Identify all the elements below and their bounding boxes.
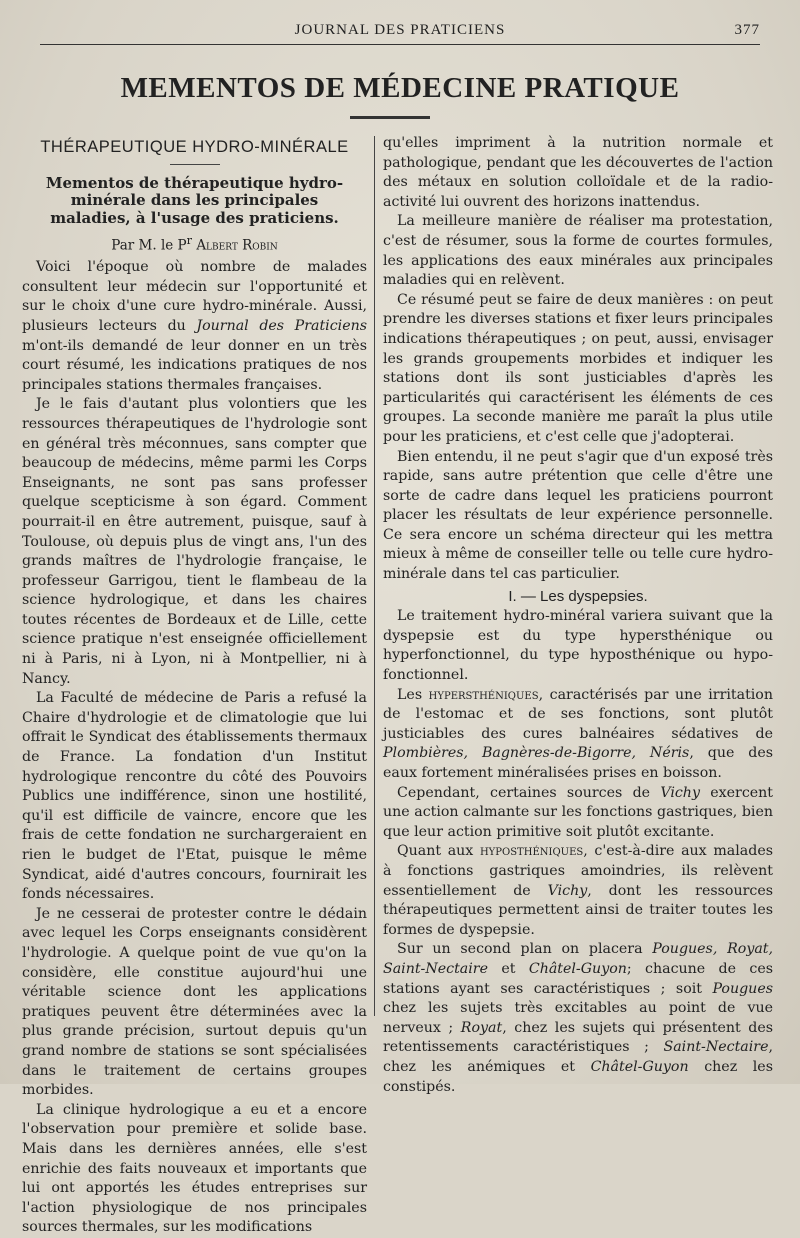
running-header [40, 20, 760, 45]
paragraph-text: Sur un second plan on placera [397, 941, 643, 958]
station-names-italic: Pougues, Royat, Saint-Nectaire [383, 941, 773, 977]
paragraph-text: chez les sujets très excitables au point de vue nerveux ; [383, 1000, 773, 1036]
station-name-italic: Vichy [547, 882, 588, 899]
paragraph-text: Voici l'époque où nombre de malades consultent leur médecin sur l'opportunité et sur le choix d'une cure hydro-minérale. Aussi, plusieurs lecteurs du [22, 259, 367, 334]
paragraph [22, 258, 367, 395]
byline-prefix: Par M. le P [111, 237, 187, 254]
paragraph: Je ne cesserai de protester contre le dédain avec lequel les Corps enseignants considèrent l'hydrologie. A quelque point de vue qu'on la considère, elle constitue aujourd'hui une véritable science dont les applications pratiques peuvent être déterminées avec la plus grande précision, surtout depuis qu'un grand nombre de stations se sont spécialisées dans le traitement de certains groupes morbides. [22, 905, 367, 1099]
term-small-caps: hypersthéniques [428, 686, 539, 703]
paragraph-text: Les [397, 686, 423, 703]
column-divider [374, 136, 375, 1016]
section-heading: THÉRAPEUTIQUE HYDRO-MINÉRALE [40, 138, 349, 156]
station-name-italic: Châtel-Guyon [528, 960, 627, 977]
paragraph [383, 940, 773, 1097]
paragraph-text: Cependant, certaines sources de [397, 784, 651, 801]
paragraph: La Faculté de médecine de Paris a refusé la Chaire d'hydrologie et de climatologie que lui offrait le Syndicat des établissements thermaux de France. La fondation d'un Institut hydrologique rencontre du côté des Pouvoirs Publics une indifférence, sinon une hostilité, qu'il est difficile de vaincre, encore que les frais de cette fondation ne surchargeraient en rien le budget de l'Etat, puisque le même Syndicat, aidé d'autres concours, fournirait les fonds nécessaires. [22, 690, 367, 903]
paragraph: Le traitement hydro-minéral variera suivant que la dyspepsie est du type hypersthénique ou hyperfonctionnel, du type hyposthénique ou hypo-fonctionnel. [383, 608, 773, 684]
paragraph-text: , dont les ressources thérapeutiques permettent ainsi de traiter toutes les formes de dyspepsie. [383, 882, 773, 938]
byline [22, 231, 367, 256]
paragraph-text: et [501, 960, 516, 977]
paragraph-text: chez les constipés. [383, 1058, 773, 1095]
station-name-italic: Pougues [712, 980, 773, 997]
left-column [22, 134, 367, 1238]
term-small-caps: hyposthéniques [479, 843, 584, 860]
paragraph: La meilleure manière de réaliser ma protestation, c'est de résumer, sous la forme de courtes formules, les applications des eaux minérales aux principales maladies qui en relèvent. [383, 213, 773, 289]
station-name-italic: Châtel-Guyon [590, 1058, 689, 1075]
paragraph: qu'elles impriment à la nutrition normale et pathologique, pendant que les découvertes de l'action des métaux en solution colloïdale et de la radio-activité lui ouvrent des horizons inattendus. [383, 135, 773, 210]
author-name: Albert Robin [196, 237, 278, 254]
paragraph-text: m'ont-ils demandé de leur donner en un très court résumé, les indications pratiques de nos principales stations thermales françaises. [22, 337, 367, 393]
paragraph: Ce résumé peut se faire de deux manières : on peut prendre les diverses stations et fixer leurs principales indications thérapeutiques ; on peut, aussi, envisager les grands groupements morbides et indiquer les stations dont ils sont justiciables d'après les particularités qui caractérisent les éléments de ces groupes. La seconde manière me paraît la plus utile pour les praticiens, et c'est celle que j'adopterai. [383, 291, 773, 445]
station-name-italic: Vichy [660, 784, 700, 801]
paragraph: Je le fais d'autant plus volontiers que les ressources thérapeutiques de l'hydrologie sont en général très méconnues, sans compter que beaucoup de médecins, même parmi les Corps Enseignants, ne sont pas sans professer quelque scepticisme à son égard. Comment pourrait-il en être autrement, puisque, sauf à Toulouse, où depuis plus de vingt ans, l'un des grands maîtres de l'hydrologie française, le professeur Garrigou, tient le flambeau de la science hydrologique, et dans les chaires toutes récentes de Bordeaux et de Lille, cette science pratique n'est enseignée officiellement ni à Paris, ni à Lyon, ni à Montpellier, ni à Nancy. [22, 396, 367, 687]
byline-sup: r [186, 234, 193, 248]
subsection-heading: I. — Les dyspepsies. [508, 587, 648, 605]
journal-name: JOURNAL DES PRATICIENS [294, 22, 506, 38]
paragraph-text: ; chacune de ces stations ayant ses caractéristiques ; soit [383, 960, 774, 997]
paragraph-text: , chez les anémiques et [383, 1039, 773, 1075]
title-rule [350, 116, 430, 119]
paragraph [383, 842, 773, 940]
station-name-italic: Royat [460, 1019, 503, 1036]
paragraph [383, 784, 773, 843]
paragraph: La clinique hydrologique a eu et a encore l'observation pour première et solide base. Mais dans les dernières années, elle s'est enrichie des faits nouveaux et importants que lui ont apportés les études entreprises sur l'action physiologique de nos principales sources thermales, sur les modifications [22, 1101, 367, 1236]
paragraph-text: , que des eaux fortement minéralisées prises en boisson. [383, 745, 774, 781]
station-names-italic: Plombières, Bagnères-de-Bigorre, Néris [383, 745, 690, 762]
page-title: MEMENTOS DE MÉDECINE PRATIQUE [120, 72, 680, 104]
section-rule [170, 164, 220, 165]
paragraph-text: exercent une action calmante sur les fonctions gastriques, bien que leur action primitive soit plutôt excitante. [383, 784, 774, 840]
paragraph: Bien entendu, il ne peut s'agir que d'un exposé très rapide, sans autre prétention que celle d'être une sorte de cadre dans lequel les praticiens pourront placer les résultats de leur expérience personnelle. Ce sera encore un schéma directeur qui les mettra mieux à même de conseiller telle ou telle cure hydro-minérale dans tel cas particulier. [383, 448, 773, 583]
article-title: Mementos de thérapeutique hydro-minérale dans les principales maladies, à l'usage des praticiens. [45, 173, 344, 227]
paragraph [383, 686, 773, 784]
paragraph-text: , c'est-à-dire aux malades à fonctions gastriques amoindries, ils relèvent essentiellement de [383, 843, 773, 899]
paragraph-text: Quant aux [397, 843, 474, 860]
station-name-italic: Saint-Nectaire [663, 1039, 769, 1056]
paragraph-text: , caractérisés par une irritation de l'estomac et de ses fonctions, sont plutôt justiciables des cures balnéaires sédatives de [383, 686, 773, 742]
journal-title-italic: Journal des Praticiens [196, 317, 368, 334]
right-column [383, 134, 773, 1097]
page-number: 377 [734, 22, 760, 38]
paragraph-text: , chez les sujets qui présentent des retentissements caractéristiques ; [383, 1019, 774, 1056]
